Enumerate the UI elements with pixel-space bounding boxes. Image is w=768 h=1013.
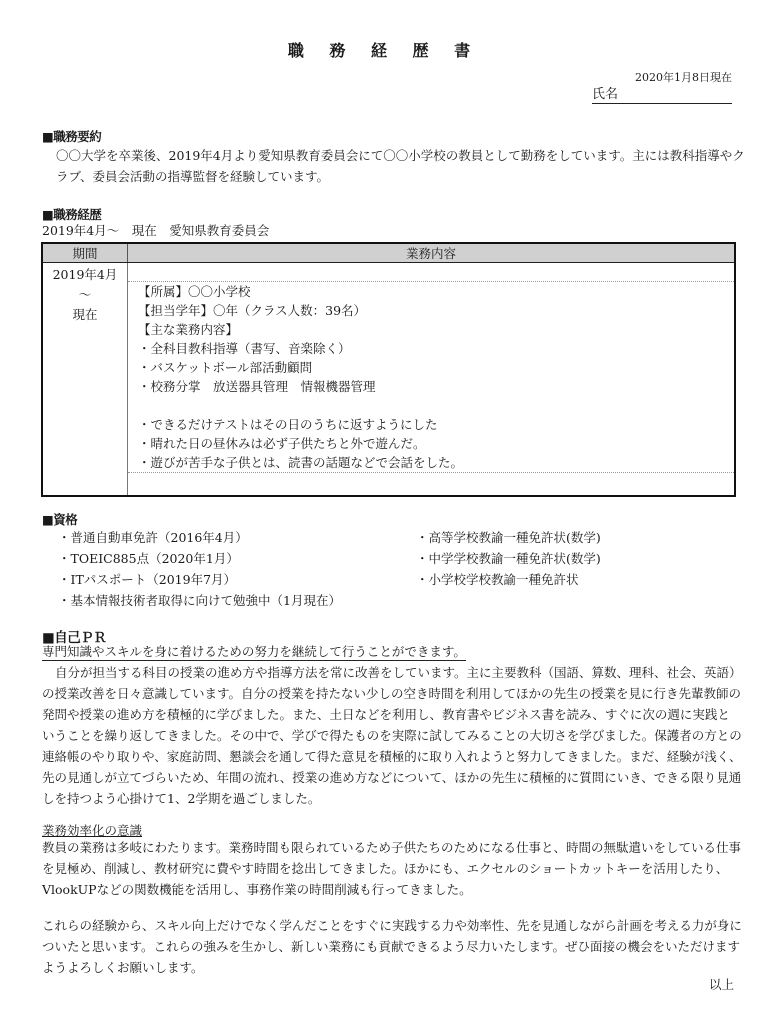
note-item: ・遊びが苦手な子供とは、読書の話題などで会話をした。 — [138, 455, 464, 470]
career-table — [41, 242, 736, 497]
blank-row-top — [128, 263, 734, 282]
qualification-item: ・高等学校教諭一種免許状(数学) — [416, 530, 601, 545]
self-pr-paragraph-1: 自分が担当する科目の授業の進め方や指導方法を常に改善をしています。主に主要教科（国語、算数、理科、社会、英語）の授業改善を日々意識しています。自分の授業を持たない少しの空き時間を利用してほかの先生の授業を見に行き先輩教師の発問や授業の進め方を積極的に学びました。また、土日などを利用し、教育書やビジネス書を読み、すぐに次の週に実践ということを繰り返してきました。その中で、学びで得たものを実際に試してみることの大切さを学びました。保護者の方との連絡帳のやり取りや、家庭訪問、懇談会を通して得た意見を積極的に取り入れようと努力してきました。まだ、経験が浅く、先の見通しが立てづらいため、年間の流れ、授業の進め方などについて、ほかの先生に積極的に質問にいき、できる限り見通しを持つよう心掛けて1、2学期を過ごしました。 — [42, 665, 742, 806]
self-pr-heading: ■自己ＰＲ — [42, 630, 107, 646]
self-pr-lead: 専門知識やスキルを身に着けるための努力を継続して行うことができます。 — [42, 644, 466, 659]
task-list — [128, 282, 734, 472]
summary-text: 〇〇大学を卒業後、2019年4月より愛知県教育委員会にて〇〇小学校の教員として勤務をしています。主には教科指導やクラブ、委員会活動の指導監督を経験しています。 — [56, 148, 745, 184]
task-item: ・バスケットボール部活動顧問 — [138, 360, 313, 375]
header-period: 期間 — [42, 243, 128, 263]
qualification-item: ・小学校学校教諭一種免許状 — [416, 572, 579, 587]
header-tasks: 業務内容 — [128, 243, 736, 263]
career-period-line: 2019年4月～ 現在 愛知県教育委員会 — [42, 223, 270, 238]
qualification-item: ・基本情報技術者取得に向けて勉強中（1月現在） — [58, 593, 341, 608]
name-field: 氏名 — [592, 87, 732, 104]
task-item: 【所属】〇〇小学校 — [138, 284, 251, 299]
qualifications-heading: ■資格 — [42, 512, 78, 527]
period-end: 現在 — [72, 307, 98, 322]
qualification-item: ・普通自動車免許（2016年4月） — [58, 530, 248, 545]
qualification-item: ・ITパスポート（2019年7月） — [58, 572, 237, 587]
qualification-item: ・中学学校教諭一種免許状(数学) — [416, 551, 601, 566]
summary-heading: ■職務要約 — [42, 129, 102, 144]
closing-text: 以上 — [708, 977, 734, 992]
period-tilde: ～ — [78, 287, 92, 302]
task-item: ・全科目教科指導（書写、音楽除く） — [138, 341, 351, 356]
tasks-cell — [128, 263, 736, 497]
period-start: 2019年4月 — [52, 267, 118, 282]
self-pr-paragraph-2: 教員の業務は多岐にわたります。業務時間も限られているため子供たちのためになる仕事と、時間の無駄遣いをしている仕事を見極め、削減し、教材研究に費やす時間を捻出してきました。ほかにも、エクセルのショートカットキーを活用したり、VlookUPなどの関数機能を活用し、事務作業の時間削減も行ってきました。 — [42, 840, 742, 897]
self-pr-paragraph-3: これらの経験から、スキル向上だけでなく学んだことをすぐに実践する力や効率性、先を見通しながら計画を考える力が身についたと思います。これらの強みを生かし、新しい業務にも貢献できるよう尽力いたします。ぜひ面接の機会をいただけますようよろしくお願いします。 — [42, 918, 742, 975]
table-header-row — [42, 243, 735, 263]
career-heading: ■職務経歴 — [42, 207, 102, 222]
task-item: ・校務分掌 放送器具管理 情報機器管理 — [138, 379, 376, 394]
document-date: 2020年1月8日現在 — [635, 71, 732, 84]
efficiency-subheading: 業務効率化の意識 — [42, 823, 143, 838]
note-item: ・晴れた日の昼休みは必ず子供たちと外で遊んだ。 — [138, 436, 426, 451]
document-title: 職 務 経 歴 書 — [287, 41, 481, 60]
spacer — [138, 396, 734, 415]
qualification-item: ・TOEIC885点（2020年1月） — [58, 551, 239, 566]
task-item: 【担当学年】〇年（クラス人数：39名） — [138, 303, 367, 318]
blank-row-bottom — [128, 472, 734, 495]
table-row — [42, 263, 735, 497]
note-item: ・できるだけテストはその日のうちに返すようにした — [138, 417, 438, 432]
period-cell — [42, 263, 128, 497]
qualifications-left-list — [58, 527, 341, 611]
task-item: 【主な業務内容】 — [138, 322, 239, 337]
qualifications-right-list — [416, 527, 601, 590]
